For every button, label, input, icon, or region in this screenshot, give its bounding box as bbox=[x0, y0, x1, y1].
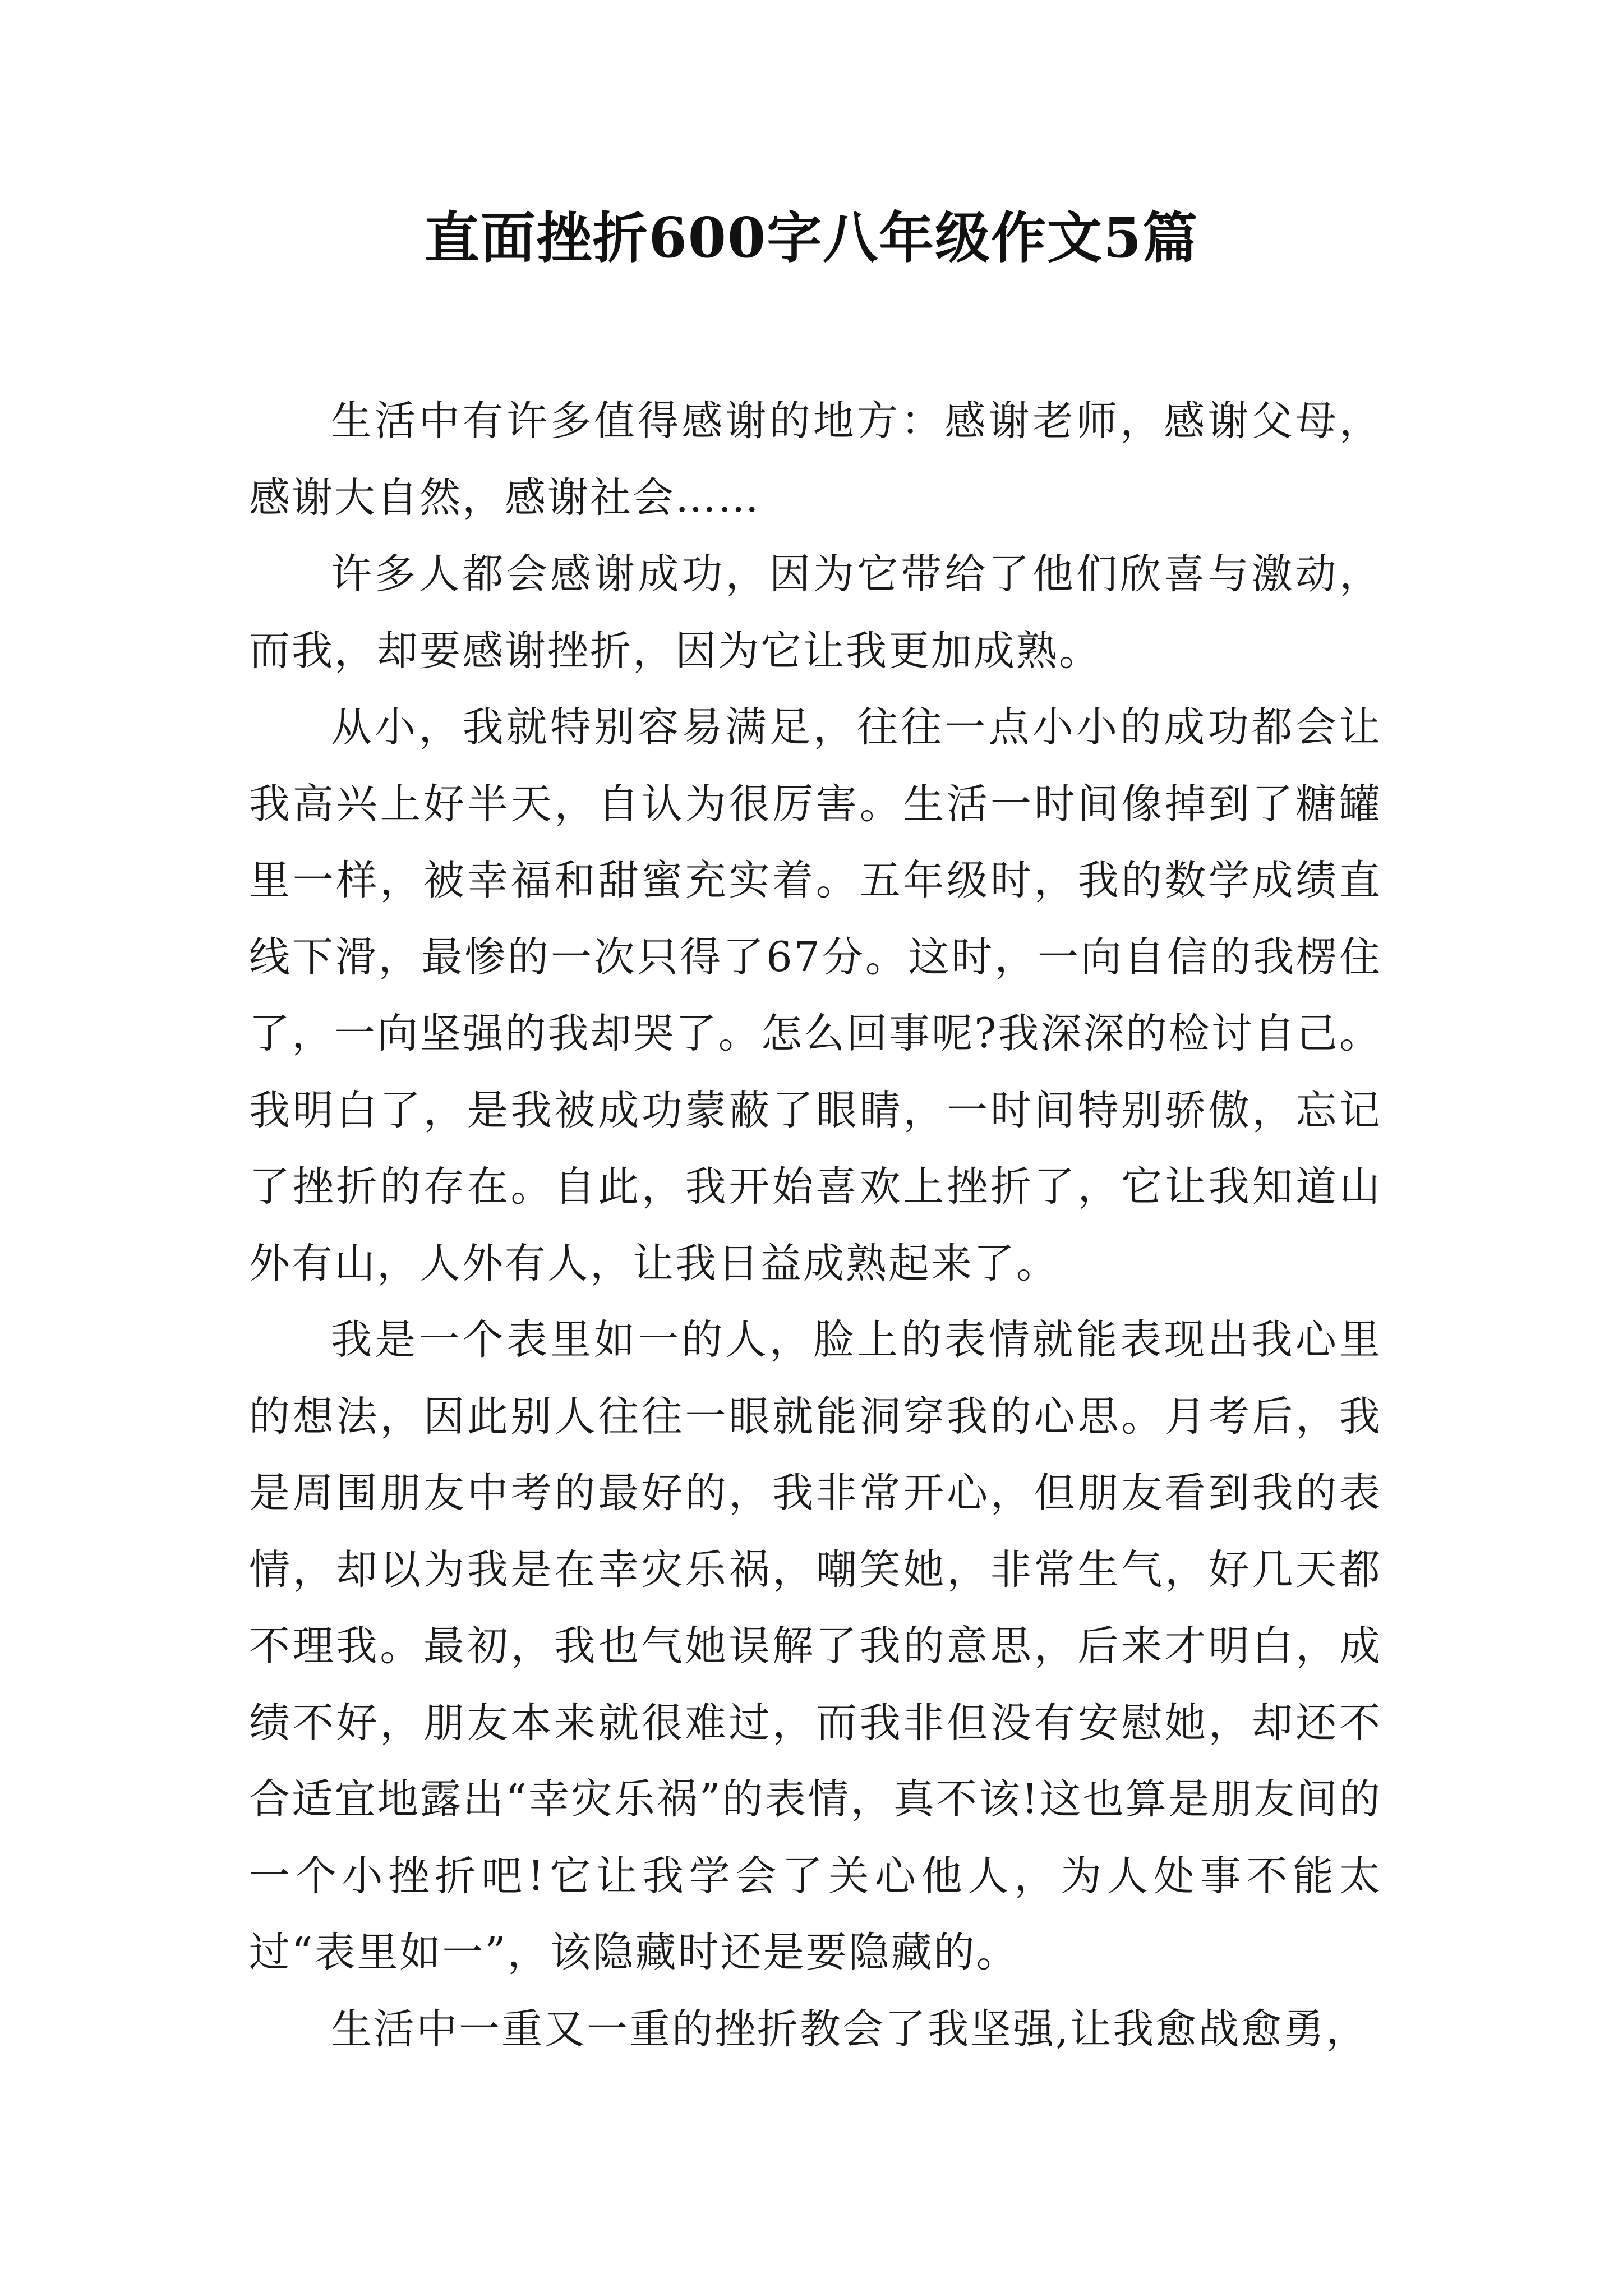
paragraph: 许多人都会感谢成功，因为它带给了他们欣喜与激动，而我，却要感谢挫折，因为它让我更加成熟。 bbox=[249, 550, 1382, 675]
paragraph: 生活中有许多值得感谢的地方：感谢老师，感谢父母，感谢大自然，感谢社会…… bbox=[249, 397, 1382, 522]
page-title: 直面挫折600字八年级作文5篇 bbox=[424, 206, 1199, 270]
paragraph: 我是一个表里如一的人，脸上的表情就能表现出我心里的想法，因此别人往往一眼就能洞穿我的心思。月考后，我是周围朋友中考的最好的，我非常开心，但朋友看到我的表情，却以为我是在幸灾乐祸，嘲笑她，非常生气，好几天都不理我。最初，我也气她误解了我的意思，后来才明白，成绩不好，朋友本来就很难过，而我非但没有安慰她，却还不合适宜地露出“幸灾乐祸”的表情，真不该!这也算是朋友间的一个小挫折吧!它让我学会了关心他人，为人处事不能太过“表里如一”，该隐藏时还是要隐藏的。 bbox=[249, 1316, 1382, 1976]
article-body bbox=[249, 383, 1382, 2068]
paragraph: 从小，我就特别容易满足，往往一点小小的成功都会让我高兴上好半天，自认为很厉害。生活一时间像掉到了糖罐里一样，被幸福和甜蜜充实着。五年级时，我的数学成绩直线下滑，最惨的一次只得了67分。这时，一向自信的我楞住了，一向坚强的我却哭了。怎么回事呢?我深深的检讨自己。我明白了，是我被成功蒙蔽了眼睛，一时间特别骄傲，忘记了挫折的存在。自此，我开始喜欢上挫折了，它让我知道山外有山，人外有人，让我日益成熟起来了。 bbox=[249, 703, 1382, 1287]
paragraph: 生活中一重又一重的挫折教会了我坚强,让我愈战愈勇， bbox=[331, 2005, 1369, 2053]
